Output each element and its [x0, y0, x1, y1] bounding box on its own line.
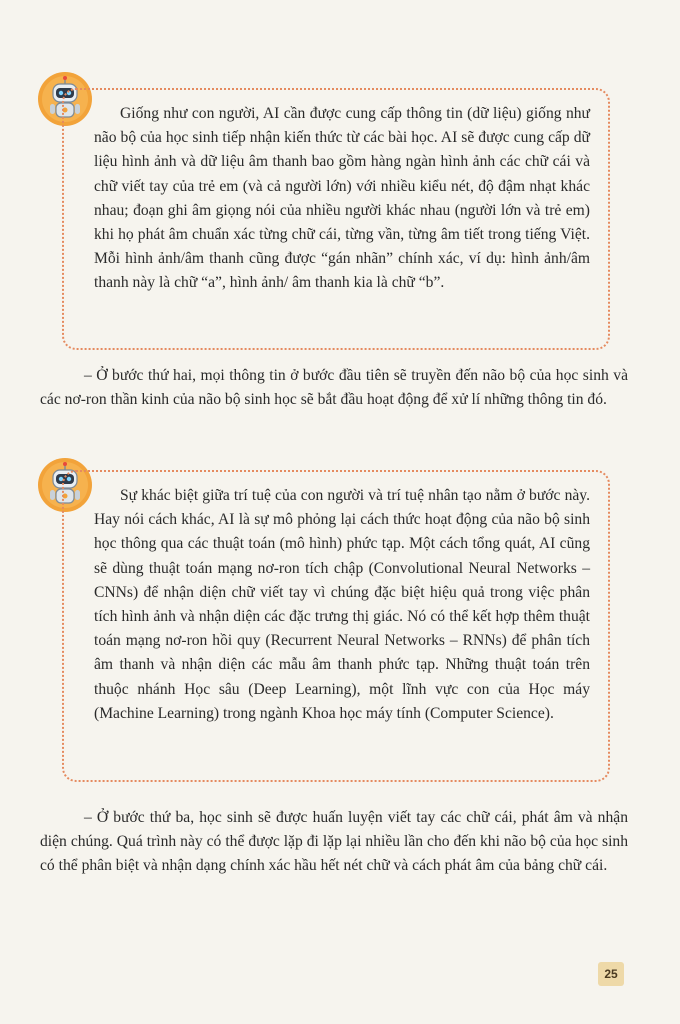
- info-callout: [62, 470, 610, 782]
- callout-text: Sự khác biệt giữa trí tuệ của con người và trí tuệ nhân tạo nằm ở bước này. Hay nói cách khác, AI là sự mô phỏng lại cách thức hoạt động của não bộ sinh học thông qua các thuật toán (mô hình) phức tạp. Một cách tổng quát, AI cũng sẽ dùng thuật toán mạng nơ-ron tích chập (Convolutional Neural Networks – CNNs) để nhận diện chữ viết tay vì chúng đặc biệt hiệu quả trong việc phân tích hình ảnh và nhận diện các đặc trưng thị giác. Nó có thể kết hợp thêm thuật toán mạng nơ-ron hồi quy (Recurrent Neural Networks – RNNs) để phân tích âm thanh và nhận diện các mẫu âm thanh phức tạp. Những thuật toán trên thuộc nhánh Học sâu (Deep Learning), một lĩnh vực con của Học máy (Machine Learning) trong ngành Khoa học máy tính (Computer Science).: [94, 487, 590, 722]
- body-paragraph: – Ở bước thứ hai, mọi thông tin ở bước đầu tiên sẽ truyền đến não bộ của học sinh và các nơ-ron thần kinh của não bộ sinh học sẽ bắt đầu hoạt động để xử lí những thông tin đó.: [40, 367, 628, 409]
- page-number: 25: [598, 962, 624, 986]
- callout-text: Giống như con người, AI cần được cung cấp thông tin (dữ liệu) giống như não bộ của học sinh tiếp nhận kiến thức từ các bài học. AI sẽ được cung cấp dữ liệu hình ảnh và dữ liệu âm thanh bao gồm hàng ngàn hình ảnh các chữ cái và chữ viết tay của trẻ em (và cả người lớn) với nhiều kiểu nét, độ đậm nhạt khác nhau; đoạn ghi âm giọng nói của nhiều người khác nhau (người lớn và trẻ em) khi họ phát âm chuẩn xác từng chữ cái, từng vần, từng âm tiết trong tiếng Việt. Mỗi hình ảnh/âm thanh cũng được “gán nhãn” chính xác, ví dụ: hình ảnh/âm thanh này là chữ “a”, hình ảnh/ âm thanh kia là chữ “b”.: [94, 105, 590, 292]
- info-callout: [62, 88, 610, 350]
- body-paragraph: – Ở bước thứ ba, học sinh sẽ được huấn luyện viết tay các chữ cái, phát âm và nhận diện chúng. Quá trình này có thể được lặp đi lặp lại nhiều lần cho đến khi não bộ của học sinh có thể phân biệt và nhận dạng chính xác hầu hết nét chữ và cách phát âm của bảng chữ cái.: [40, 809, 628, 875]
